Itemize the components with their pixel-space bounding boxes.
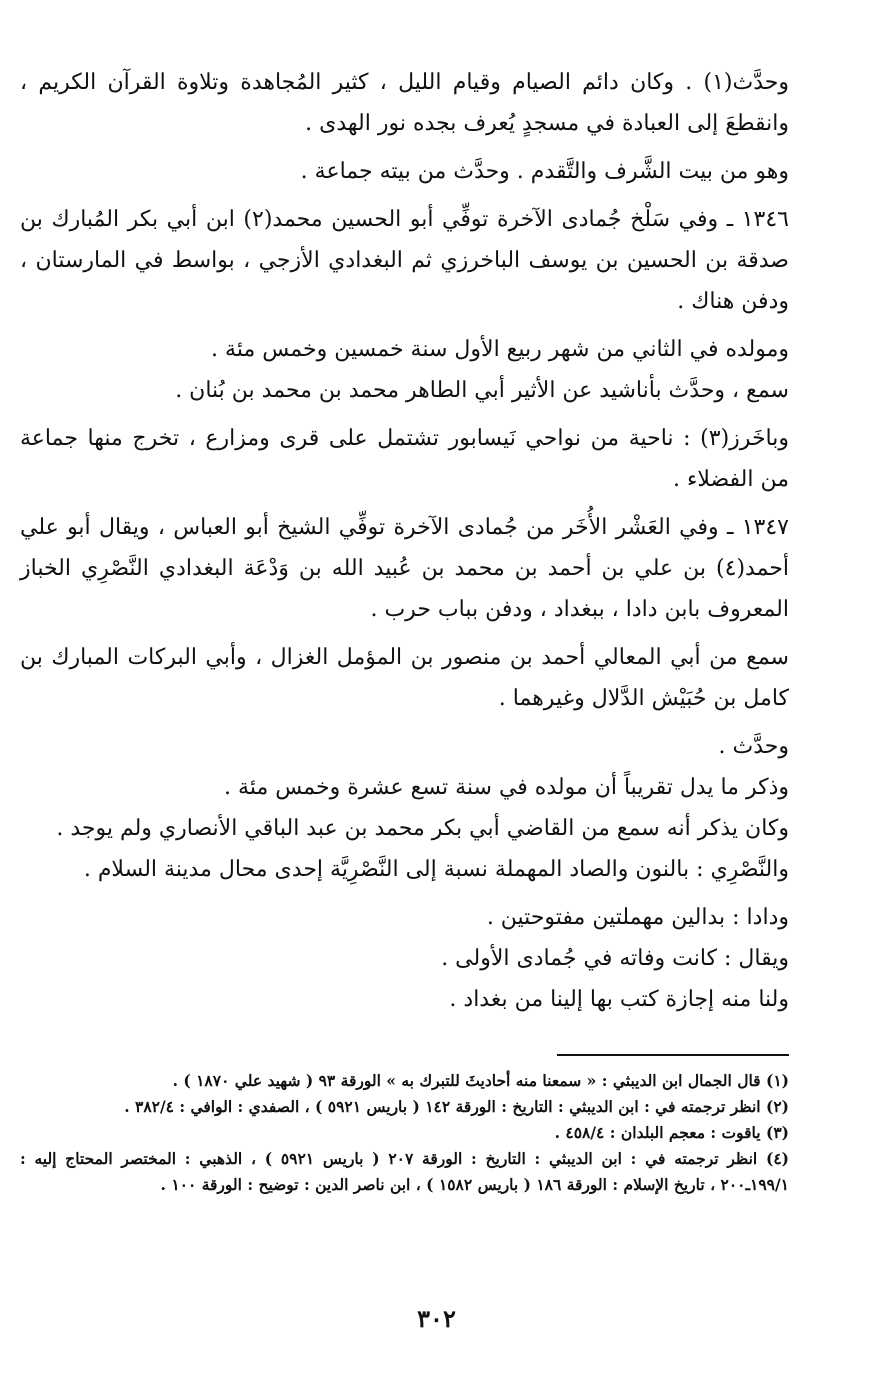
entry-1347: ١٣٤٧ ـ وفي العَشْر الأُخَر من جُمادى الآخرة توفِّي الشيخ أبو العباس ، ويقال أبو علي أحمد(٤) بن علي بن أحمد بن محمد بن عُبيد الله بن وَدْعَة البغدادي النَّصْرِي الخباز المعروف بابن دادا ، ببغداد ، ودفن بباب حرب . <box>20 515 789 622</box>
main-text <box>20 62 789 1020</box>
entry-1346: ١٣٤٦ ـ وفي سَلْخ جُمادى الآخرة توفِّي أبو الحسين محمد(٢) ابن أبي بكر المُبارك بن صدقة بن الحسين بن يوسف الباخرزي ثم البغدادي الأزجي ، بواسط في المارستان ، ودفن هناك . <box>20 207 789 314</box>
paragraph-1: وحدَّث(١) . وكان دائم الصيام وقيام الليل ، كثير المُجاهدة وتلاوة القرآن الكريم ، وانقطعَ إلى العبادة في مسجدٍ يُعرف بجده نور الهدى . <box>20 70 789 136</box>
paragraph-15: ولنا منه إجازة كتب بها إلينا من بغداد . <box>449 987 789 1012</box>
paragraph-9: وحدَّث . <box>718 734 789 759</box>
paragraph-10: وذكر ما يدل تقريباً أن مولده في سنة تسع عشرة وخمس مئة . <box>224 775 789 800</box>
footnote-3: (٣) ياقوت : معجم البلدان : ٤٥٨/٤ . <box>554 1123 789 1142</box>
paragraph-2: وهو من بيت الشَّرف والتَّقدم . وحدَّث من بيته جماعة . <box>300 159 789 184</box>
page-number: ٣٠٢ <box>417 1304 456 1333</box>
paragraph-6: وباخَرز(٣) : ناحية من نواحي نَيسابور تشتمل على قرى ومزارع ، تخرج منها جماعة من الفضلاء . <box>20 426 789 492</box>
footnote-1: (١) قال الجمال ابن الديبثي : « سمعنا منه أحاديثَ للتبرك به » الورقة ٩٣ ( شهيد علي ١٨٧٠ ) . <box>172 1071 789 1090</box>
paragraph-4: ومولده في الثاني من شهر ربيع الأول سنة خمسين وخمس مئة . <box>211 337 789 362</box>
paragraph-8: سمع من أبي المعالي أحمد بن منصور بن المؤمل الغزال ، وأبي البركات المبارك بن كامل بن حُبَيْش الدَّلال وغيرهما . <box>20 645 789 711</box>
footnote-4: (٤) انظر ترجمته في : ابن الديبثي : التاريخ : الورقة ٢٠٧ ( باريس ٥٩٢١ ) ، الذهبي : المختصر المحتاج إليه : ١٩٩/١ـ٢٠٠ ، تاريخ الإسلام : الورقة ١٨٦ ( باريس ١٥٨٢ ) ، ابن ناصر الدين : توضيح : الورقة ١٠٠ . <box>20 1149 789 1194</box>
paragraph-13: ودادا : بدالين مهملتين مفتوحتين . <box>486 905 789 930</box>
footnotes <box>20 1068 789 1198</box>
footnote-2: (٢) انظر ترجمته في : ابن الديبثي : التاريخ : الورقة ١٤٢ ( باريس ٥٩٢١ ) ، الصفدي : الوافي : ٣٨٢/٤ . <box>124 1097 789 1116</box>
paragraph-5: سمع ، وحدَّث بأناشيد عن الأثير أبي الطاهر محمد بن محمد بن بُنان . <box>175 378 789 403</box>
paragraph-14: ويقال : كانت وفاته في جُمادى الأولى . <box>441 946 789 971</box>
footnote-divider <box>557 1054 789 1056</box>
paragraph-12: والنَّصْرِي : بالنون والصاد المهملة نسبة إلى النَّصْرِيَّة إحدى محال مدينة السلام . <box>83 857 789 882</box>
paragraph-11: وكان يذكر أنه سمع من القاضي أبي بكر محمد بن عبد الباقي الأنصاري ولم يوجد . <box>56 816 789 841</box>
